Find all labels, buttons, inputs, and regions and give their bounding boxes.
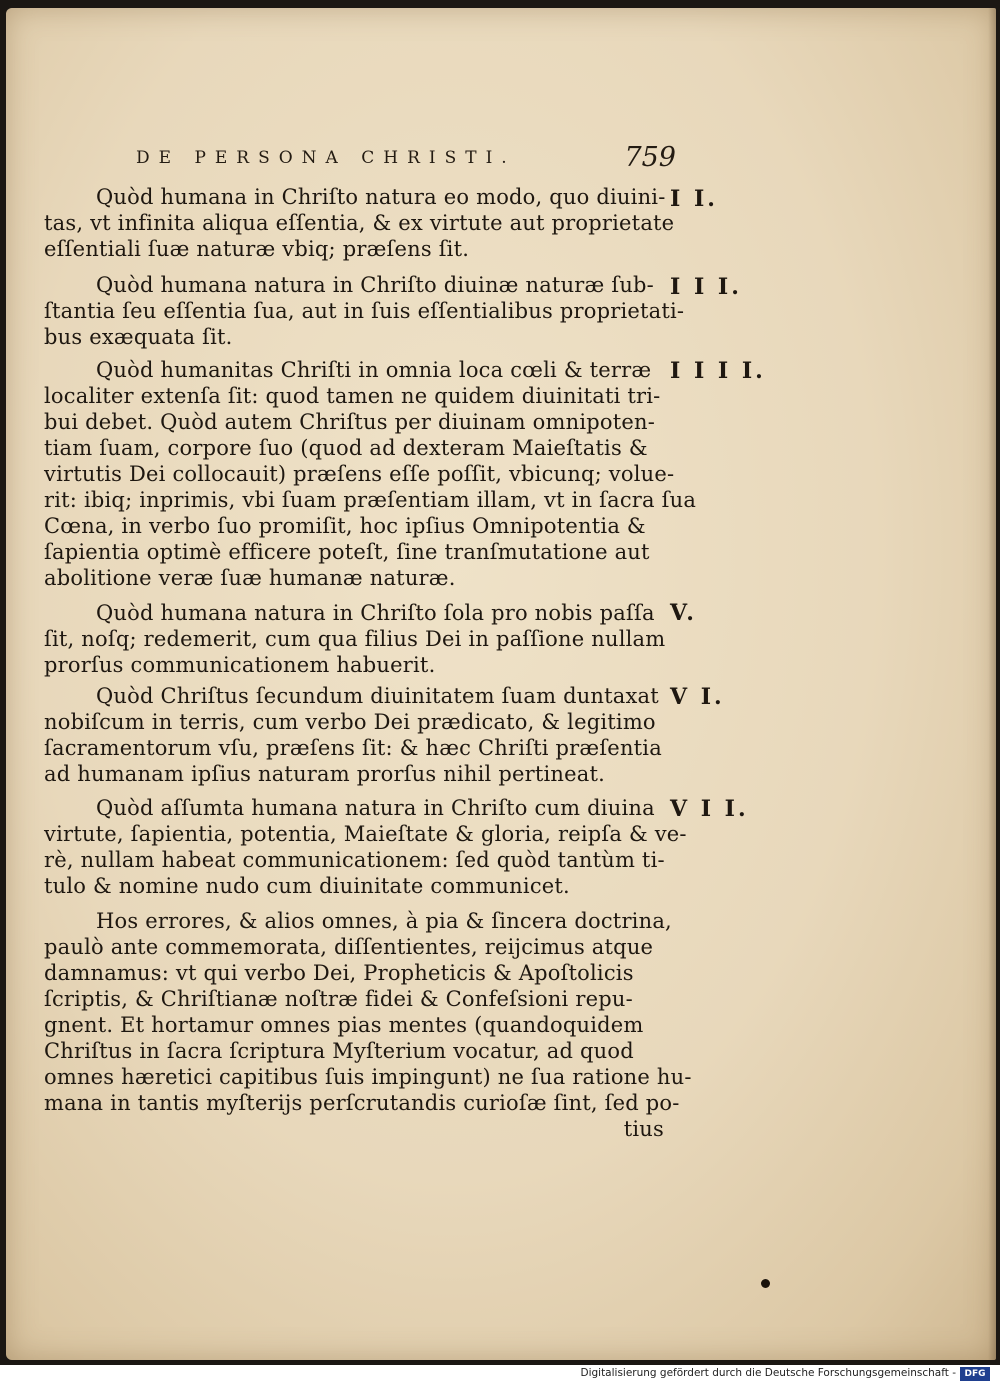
- dfg-logo: DFG: [960, 1367, 990, 1381]
- text-line: Quòd humana in Chriſto natura eo modo, quo diuini-: [96, 185, 666, 209]
- text-line: ad humanam ipſius naturam prorſus nihil pertineat.: [44, 762, 605, 786]
- text-line: mana in tantis myſterijs perſcrutandis curioſæ ſint, ſed po-: [44, 1091, 680, 1115]
- footer-bar: [0, 1365, 1000, 1384]
- text-line: virtute, ſapientia, potentia, Maieſtate & gloria, reipſa & ve-: [44, 822, 687, 846]
- text-line: Quòd aſſumta humana natura in Chriſto cum diuina: [96, 796, 655, 820]
- text-line: localiter extenſa ſit: quod tamen ne quidem diuinitati tri-: [44, 384, 661, 408]
- ink-dot: [761, 1279, 770, 1288]
- text-line: gnent. Et hortamur omnes pias mentes (quandoquidem: [44, 1013, 644, 1037]
- catchword: tius: [623, 1117, 664, 1141]
- text-line: Cœna, in verbo ſuo promiſit, hoc ipſius Omnipotentia &: [44, 514, 646, 538]
- article-block: [44, 600, 664, 678]
- text-line: ſit, noſq; redemerit, cum qua filius Dei in paſſione nullam: [44, 627, 666, 651]
- text-line: Quòd Chriſtus ſecundum diuinitatem ſuam duntaxat: [96, 684, 659, 708]
- text-line: nobiſcum in terris, cum verbo Dei prædicato, & legitimo: [44, 710, 656, 734]
- article-block: [44, 683, 664, 787]
- page-number: 759: [624, 142, 676, 173]
- closing-paragraph: [44, 908, 692, 1142]
- text-line: tiam ſuam, corpore ſuo (quod ad dexteram Maieſtatis &: [44, 436, 648, 460]
- article-numeral: I I.: [670, 186, 718, 212]
- text-line: bui debet. Quòd autem Chriſtus per diuinam omnipoten-: [44, 410, 656, 434]
- text-line: Quòd humana natura in Chriſto diuinæ naturæ ſub-: [96, 273, 654, 297]
- text-line: prorſus communicationem habuerit.: [44, 653, 436, 677]
- text-line: Hos errores, & alios omnes, à pia & ſincera doctrina,: [96, 909, 672, 933]
- text-line: ſcriptis, & Chriſtianæ noſtræ fidei & Confeſsioni repu-: [44, 987, 633, 1011]
- article-numeral: V.: [670, 600, 697, 626]
- text-line: virtutis Dei collocauit) præſens eſſe poſſit, vbicunq; volue-: [44, 462, 675, 486]
- article-numeral: V I I.: [670, 796, 749, 822]
- article-block: [44, 795, 687, 899]
- article-numeral: I I I I.: [670, 358, 766, 384]
- text-line: paulò ante commemorata, diſſentientes, reijcimus atque: [44, 935, 654, 959]
- text-line: Quòd humanitas Chriſti in omnia loca cœli & terræ: [96, 358, 652, 382]
- text-line: rè, nullam habeat communicationem: ſed quòd tantùm ti-: [44, 848, 665, 872]
- text-line: tulo & nomine nudo cum diuinitate communicet.: [44, 874, 570, 898]
- text-line: damnamus: vt qui verbo Dei, Propheticis & Apoſtolicis: [44, 961, 634, 985]
- text-line: ſacramentorum vſu, præſens ſit: & hæc Chriſti præſentia: [44, 736, 662, 760]
- text-line: Chriſtus in ſacra ſcriptura Myſterium vocatur, ad quod: [44, 1039, 634, 1063]
- text-line: bus exæquata ſit.: [44, 325, 233, 349]
- text-line: ſapientia optimè efficere poteſt, ſine tranſmutatione aut: [44, 540, 650, 564]
- text-line: rit: ibiq; inprimis, vbi ſuam præſentiam illam, vt in ſacra ſua: [44, 488, 697, 512]
- text-line: tas, vt infinita aliqua eſſentia, & ex virtute aut proprietate: [44, 211, 675, 235]
- article-numeral: I I I.: [670, 274, 742, 300]
- funding-notice: Digitalisierung gefördert durch die Deutsche Forschungsgemeinschaft -: [580, 1367, 956, 1379]
- article-block: [44, 357, 697, 591]
- page-edge-shadow: [988, 8, 996, 1360]
- running-title: DE PERSONA CHRISTI.: [136, 148, 516, 168]
- text-line: abolitione veræ ſuæ humanæ naturæ.: [44, 566, 456, 590]
- text-line: omnes hæretici capitibus ſuis impingunt) ne ſua ratione hu-: [44, 1065, 692, 1089]
- text-line: eſſentiali ſuæ naturæ vbiq; præſens ſit.: [44, 237, 470, 261]
- article-block: [44, 184, 675, 262]
- page-header: [136, 142, 676, 176]
- article-numeral: V I.: [670, 684, 725, 710]
- text-line: ſtantia ſeu eſſentia ſua, aut in ſuis eſſentialibus proprietati-: [44, 299, 685, 323]
- book-page: [6, 8, 996, 1360]
- article-block: [44, 272, 685, 350]
- text-line: Quòd humana natura in Chriſto ſola pro nobis paſſa: [96, 601, 655, 625]
